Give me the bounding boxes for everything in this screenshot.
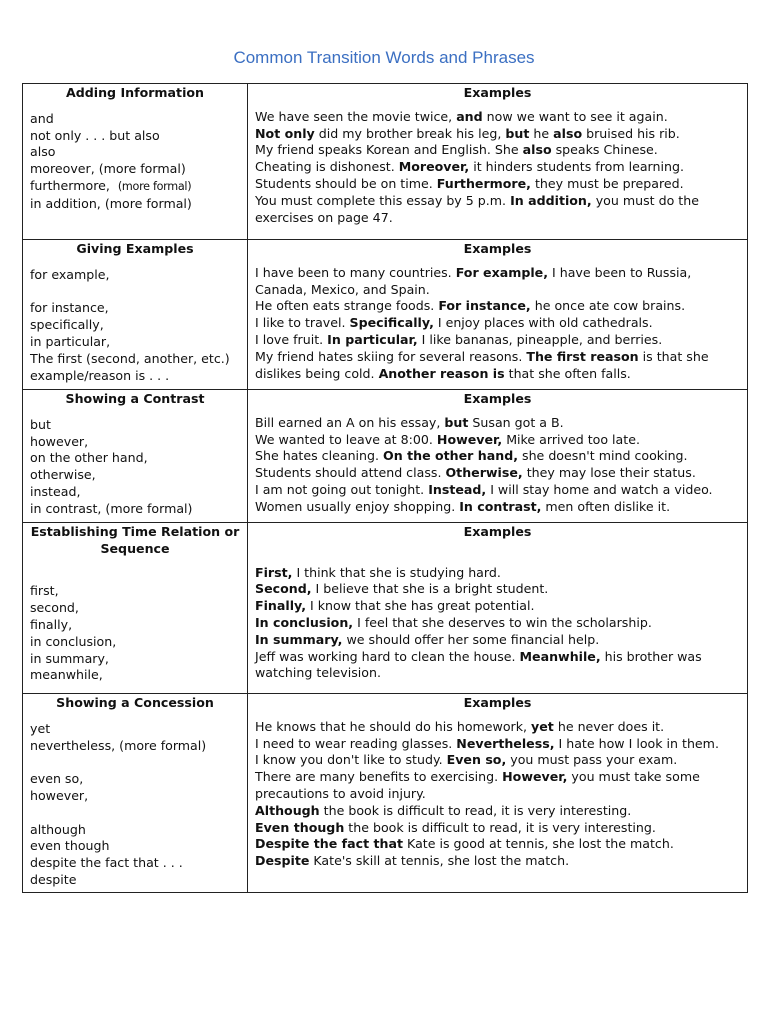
term-item: moreover, (more formal) xyxy=(30,161,186,177)
transition-word: On the other hand, xyxy=(383,448,519,464)
transition-word: also xyxy=(553,125,583,141)
example-text: you must do the exercises on page 47. xyxy=(255,192,699,225)
transition-word: but xyxy=(505,125,530,141)
example-sentence xyxy=(255,752,743,769)
example-sentence xyxy=(255,193,743,227)
term-item: specifically, xyxy=(30,317,104,333)
spacer xyxy=(30,284,243,301)
category-cell xyxy=(23,240,248,390)
example-text: I like bananas, pineapple, and berries. xyxy=(417,331,663,347)
example-text: We have seen the movie twice, xyxy=(255,108,457,124)
example-sentence xyxy=(255,432,743,449)
transition-word: Furthermore, xyxy=(436,175,531,191)
example-sentence xyxy=(255,465,743,482)
example-sentence xyxy=(255,853,743,870)
transition-word: yet xyxy=(531,718,554,734)
example-sentence xyxy=(255,159,743,176)
example-sentence xyxy=(255,769,743,803)
transition-word: Nevertheless, xyxy=(456,735,555,751)
example-text: he once ate cow brains. xyxy=(530,298,686,314)
example-text: his brother was watching television. xyxy=(255,648,702,681)
transition-word: Despite xyxy=(255,853,310,869)
terms-list xyxy=(23,408,247,518)
category-heading: Giving Examples xyxy=(76,241,194,256)
example-sentence xyxy=(255,820,743,837)
transition-word: Meanwhile, xyxy=(519,648,601,664)
examples-heading: Examples xyxy=(463,391,532,406)
examples-cell xyxy=(248,390,748,523)
term-item: but xyxy=(30,416,51,432)
example-text: speaks Chinese. xyxy=(551,142,658,158)
term-item: even so, xyxy=(30,771,84,787)
example-text: My friend hates skiing for several reasons. xyxy=(255,348,527,364)
example-text: Students should attend class. xyxy=(255,465,446,481)
example-sentence xyxy=(255,499,743,516)
transition-word: also xyxy=(522,142,552,158)
transition-word: Despite the fact that xyxy=(255,836,404,852)
example-text: Kate's skill at tennis, she lost the match. xyxy=(309,853,570,869)
transition-word: Even so, xyxy=(446,752,507,768)
terms-list xyxy=(23,558,247,685)
transition-word: Not only xyxy=(255,125,315,141)
term-item: in addition, (more formal) xyxy=(30,195,192,211)
transition-word: Although xyxy=(255,802,320,818)
example-text: Jeff was working hard to clean the house. xyxy=(255,648,520,664)
examples-list xyxy=(248,712,747,870)
example-sentence xyxy=(255,719,743,736)
term-item: The first (second, another, etc.) example/reason is . . . xyxy=(30,350,234,383)
examples-cell xyxy=(248,240,748,390)
example-sentence xyxy=(255,415,743,432)
example-sentence xyxy=(255,548,743,565)
transition-word: and xyxy=(456,108,483,124)
examples-heading: Examples xyxy=(463,524,532,539)
category-cell xyxy=(23,390,248,523)
example-text: There are many benefits to exercising. xyxy=(255,769,503,785)
example-sentence xyxy=(255,615,743,632)
term-item: despite xyxy=(30,871,77,887)
example-sentence xyxy=(255,598,743,615)
term-item: nevertheless, (more formal) xyxy=(30,737,207,753)
example-text: She hates cleaning. xyxy=(255,448,384,464)
example-text: I hate how I look in them. xyxy=(554,735,719,751)
term-item: furthermore, (more formal) xyxy=(30,177,192,193)
term-item: first, xyxy=(30,583,59,599)
transition-word: For instance, xyxy=(438,298,531,314)
example-sentence xyxy=(255,109,743,126)
example-text: You must complete this essay by 5 p.m. xyxy=(255,192,511,208)
term-item: second, xyxy=(30,600,79,616)
example-text: he never does it. xyxy=(553,718,665,734)
term-item: also xyxy=(30,144,56,160)
table-body xyxy=(23,84,748,893)
example-sentence xyxy=(255,315,743,332)
examples-heading: Examples xyxy=(463,695,532,710)
term-item: finally, xyxy=(30,616,73,632)
example-text: we should offer her some financial help. xyxy=(342,631,600,647)
example-text: you must pass your exam. xyxy=(506,752,678,768)
transition-word: but xyxy=(444,414,469,430)
example-text: is that she dislikes being cold. xyxy=(255,348,709,381)
terms-list xyxy=(23,102,247,213)
term-item: otherwise, xyxy=(30,467,96,483)
term-item: in particular, xyxy=(30,333,111,349)
example-sentence xyxy=(255,142,743,159)
example-sentence xyxy=(255,565,743,582)
table-row xyxy=(23,240,748,390)
example-text: I need to wear reading glasses. xyxy=(255,735,457,751)
example-text: now we want to see it again. xyxy=(482,108,668,124)
example-text: I love fruit. xyxy=(255,331,328,347)
example-text: I will stay home and watch a video. xyxy=(486,481,713,497)
example-text: it hinders students from learning. xyxy=(469,159,684,175)
terms-list xyxy=(23,258,247,385)
transition-word: Instead, xyxy=(428,481,487,497)
term-note: (more formal) xyxy=(117,179,192,193)
transition-word: Even though xyxy=(255,819,345,835)
spacer xyxy=(30,567,243,584)
example-text: Students should be on time. xyxy=(255,175,437,191)
table-row xyxy=(23,390,748,523)
examples-list xyxy=(248,258,747,383)
transition-word: Second, xyxy=(255,581,312,597)
example-text: they must be prepared. xyxy=(530,175,684,191)
transition-word: The first reason xyxy=(526,348,639,364)
transition-word: For example, xyxy=(455,264,548,280)
spacer xyxy=(30,754,243,771)
term-item: meanwhile, xyxy=(30,667,103,683)
example-text: I enjoy places with old cathedrals. xyxy=(433,315,653,331)
example-text: she doesn't mind cooking. xyxy=(518,448,688,464)
term-item: even though xyxy=(30,838,110,854)
example-text: He often eats strange foods. xyxy=(255,298,439,314)
transition-word: First, xyxy=(255,564,293,580)
example-sentence xyxy=(255,265,743,299)
example-sentence xyxy=(255,836,743,853)
example-sentence xyxy=(255,632,743,649)
example-sentence xyxy=(255,581,743,598)
example-sentence xyxy=(255,298,743,315)
term-item: not only . . . but also xyxy=(30,127,160,143)
example-text: Mike arrived too late. xyxy=(502,431,640,447)
example-text: I think that she is studying hard. xyxy=(292,564,501,580)
page-title: Common Transition Words and Phrases xyxy=(233,48,535,67)
examples-cell xyxy=(248,84,748,240)
transition-word: Otherwise, xyxy=(445,465,523,481)
example-text: the book is difficult to read, it is very interesting. xyxy=(319,802,632,818)
term-item: and xyxy=(30,110,54,126)
example-text: Kate is good at tennis, she lost the match. xyxy=(403,836,674,852)
term-item: despite the fact that . . . xyxy=(30,855,183,871)
transition-word: In addition, xyxy=(510,192,592,208)
table-row xyxy=(23,523,748,694)
example-text: I know that she has great potential. xyxy=(306,598,535,614)
category-heading: Showing a Concession xyxy=(56,695,214,710)
example-text: I believe that she is a bright student. xyxy=(311,581,549,597)
category-heading: Showing a Contrast xyxy=(65,391,205,406)
table-row xyxy=(23,694,748,893)
term-item: for example, xyxy=(30,266,110,282)
transition-word: Another reason is xyxy=(378,365,505,381)
term-item: in contrast, (more formal) xyxy=(30,500,193,516)
term-item: yet xyxy=(30,720,51,736)
example-text: Cheating is dishonest. xyxy=(255,159,399,175)
example-text: My friend speaks Korean and English. She xyxy=(255,142,523,158)
examples-cell xyxy=(248,694,748,893)
term-item: however, xyxy=(30,433,89,449)
transition-word: Specifically, xyxy=(349,315,434,331)
example-text: bruised his rib. xyxy=(582,125,680,141)
term-item: in summary, xyxy=(30,650,109,666)
category-heading: Adding Information xyxy=(65,85,205,100)
category-cell xyxy=(23,523,248,694)
terms-list xyxy=(23,712,247,889)
examples-list xyxy=(248,408,747,516)
example-text: that she often falls. xyxy=(504,365,631,381)
example-text: you must take some precautions to avoid injury. xyxy=(255,769,700,801)
example-text: I am not going out tonight. xyxy=(255,481,429,497)
example-sentence xyxy=(255,176,743,193)
examples-heading: Examples xyxy=(463,85,532,100)
example-text: men often dislike it. xyxy=(541,498,671,514)
example-text: He knows that he should do his homework, xyxy=(255,718,532,734)
example-text: I like to travel. xyxy=(255,315,350,331)
example-sentence xyxy=(255,349,743,383)
example-text: I have been to many countries. xyxy=(255,264,456,280)
examples-list xyxy=(248,541,747,682)
example-sentence xyxy=(255,332,743,349)
transition-word: Moreover, xyxy=(398,159,470,175)
examples-list xyxy=(248,102,747,227)
transition-word: In particular, xyxy=(327,331,418,347)
example-text: Bill earned an A on his essay, xyxy=(255,414,445,430)
category-cell xyxy=(23,694,248,893)
example-text: I have been to Russia, Canada, Mexico, and Spain. xyxy=(255,264,692,297)
example-text: I know you don't like to study. xyxy=(255,752,447,768)
term-item: in conclusion, xyxy=(30,633,117,649)
example-sentence xyxy=(255,126,743,143)
term-item: for instance, xyxy=(30,300,109,316)
term-item: on the other hand, xyxy=(30,450,148,466)
example-text: he xyxy=(529,125,554,141)
term-item: instead, xyxy=(30,483,81,499)
example-text: We wanted to leave at 8:00. xyxy=(255,431,437,447)
term-item: however, xyxy=(30,787,89,803)
transition-word: However, xyxy=(436,431,503,447)
example-text: I feel that she deserves to win the scholarship. xyxy=(353,614,652,630)
example-sentence xyxy=(255,448,743,465)
example-sentence xyxy=(255,649,743,683)
transition-word: Finally, xyxy=(255,598,307,614)
spacer xyxy=(30,805,243,822)
category-heading: Establishing Time Relation or Sequence xyxy=(30,524,240,556)
term-item: although xyxy=(30,821,86,837)
example-sentence xyxy=(255,803,743,820)
table-row xyxy=(23,84,748,240)
example-text: Susan got a B. xyxy=(468,414,564,430)
transition-word: In conclusion, xyxy=(255,614,354,630)
example-sentence xyxy=(255,736,743,753)
example-text: did my brother break his leg, xyxy=(314,125,506,141)
transition-word: In contrast, xyxy=(459,498,542,514)
transition-word: In summary, xyxy=(255,631,343,647)
examples-heading: Examples xyxy=(463,241,532,256)
category-cell xyxy=(23,84,248,240)
examples-cell xyxy=(248,523,748,694)
transition-table xyxy=(22,83,748,893)
example-text: Women usually enjoy shopping. xyxy=(255,498,460,514)
example-sentence xyxy=(255,482,743,499)
transition-word: However, xyxy=(502,769,568,785)
example-text: they may lose their status. xyxy=(522,465,696,481)
example-text: the book is difficult to read, it is very interesting. xyxy=(344,819,656,835)
